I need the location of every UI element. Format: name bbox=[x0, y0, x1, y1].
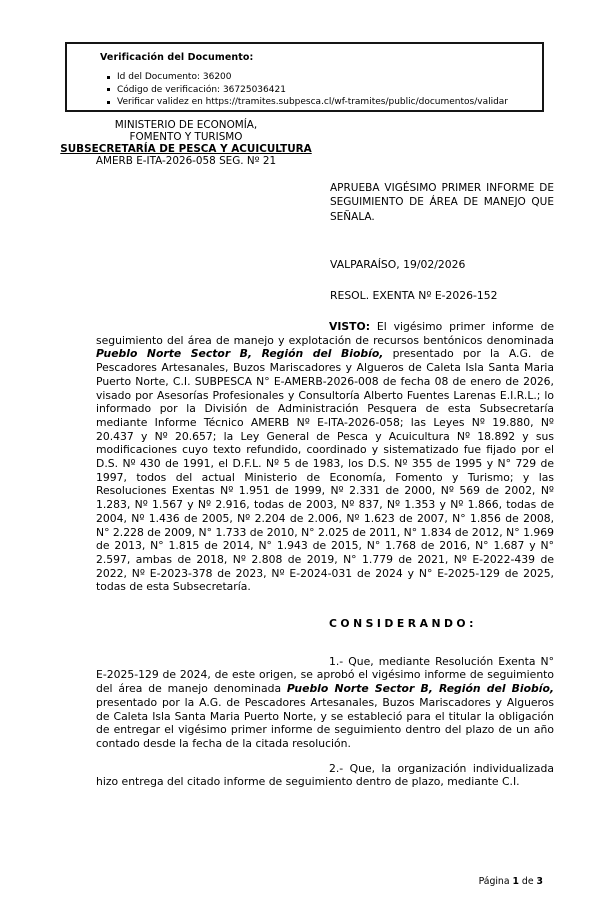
ministry-name-line2: FOMENTO Y TURISMO bbox=[129, 131, 243, 143]
resolution-subject: APRUEBA VIGÉSIMO PRIMER INFORME DE SEGUIMIENTO DE ÁREA DE MANEJO QUE SEÑALA. bbox=[330, 182, 554, 223]
verification-item-text: Id del Documento: 36200 bbox=[117, 72, 232, 82]
verification-title: Verificación del Documento: bbox=[100, 52, 254, 63]
bullet-icon bbox=[107, 88, 110, 91]
file-reference: AMERB E-ITA-2026-058 SEG. Nº 21 bbox=[95, 155, 277, 167]
subsecretariat-name: SUBSECRETARÍA DE PESCA Y ACUICULTURA bbox=[60, 143, 312, 155]
verification-url-text: Verificar validez en https://tramites.subpesca.cl/wf-tramites/public/documentos/validar bbox=[117, 97, 509, 107]
bullet-icon bbox=[107, 101, 110, 104]
document-body bbox=[96, 320, 554, 800]
considerando-paragraph-1: 1.- Que, mediante Resolución Exenta N° E-2025-129 de 2024, de este origen, se aprobó el vigésimo informe de seguimiento del área de manejo denominada Pueblo Norte Sector B, Región del Biobío, presentado por la A.G. de Pescadores Artesanales, Buzos Mariscadores y Algueros de Caleta Isla Santa Maria Puerto Norte, y se estableció para el titular la obligación de entregar el vigésimo primer informe de seguimiento dentro del plazo de un año contado desde la fecha de la citada resolución. bbox=[96, 654, 554, 750]
organization-header bbox=[21, 119, 351, 167]
verification-item-url bbox=[107, 97, 532, 107]
verification-list bbox=[107, 72, 532, 107]
verification-item-code bbox=[107, 85, 532, 95]
bullet-icon bbox=[107, 76, 110, 79]
ministry-name-line1: MINISTERIO DE ECONOMÍA, bbox=[114, 119, 258, 131]
verification-item-document-id bbox=[107, 72, 532, 82]
verification-item-text: Código de verificación: 36725036421 bbox=[117, 84, 286, 95]
place-date: VALPARAÍSO, 19/02/2026 bbox=[330, 258, 466, 271]
considerando-heading: CONSIDERANDO: bbox=[329, 617, 477, 631]
considerando-paragraph-2: 2.- Que, la organización individualizada hizo entrega del citado informe de seguimiento dentro de plazo, mediante C.I. bbox=[96, 761, 554, 789]
page-number: Página 1 de 3 bbox=[478, 876, 543, 887]
verification-box bbox=[65, 42, 544, 112]
visto-paragraph: VISTO: El vigésimo primer informe de seguimiento del área de manejo y explotación de recursos bentónicos denominada Pueblo Norte Sector B, Región del Biobío, presentado por la A.G. de Pescadores Artesanales, Buzos Mariscadores y Algueros de Caleta Isla Santa Maria Puerto Norte, C.I. SUBPESCA N° E-AMERB-2026-008 de fecha 08 de enero de 2026, visado por Asesorías Profesionales y Consultoría Alberto Fuentes Larenas E.I.R.L.; lo informado por la División de Administración Pesquera de esta Subsecretaría mediante Informe Técnico AMERB Nº E-ITA-2026-058; las Leyes Nº 19.880, Nº 20.437 y Nº 20.657; la Ley General de Pesca y Acuicultura Nº 18.892 y sus modificaciones cuyo texto refundido, coordinado y sistematizado fue fijado por el D.S. Nº 430 de 1991, el D.F.L. Nº 5 de 1983, los D.S. Nº 355 de 1995 y N° 729 de 1997, todos del actual Ministerio de Economía, Fomento y Turismo; y las Resoluciones Exentas Nº 1.951 de 1999, Nº 2.331 de 2000, Nº 569 de 2002, Nº 1.283, Nº 1.567 y Nº 2.916, todas de 2003, Nº 837, Nº 1.353 y Nº 1.866, todas de 2004, Nº 1.436 de 2005, Nº 2.204 de 2.006, Nº 1.623 de 2007, N° 1.856 de 2008, N° 2.228 de 2009, N° 1.733 de 2010, N° 2.025 de 2011, N° 1.834 de 2012, N° 1.969 de 2013, N° 1.815 de 2014, N° 1.943 de 2015, N° 1.768 de 2016, N° 1.687 y N° 2.597, ambas de 2018, Nº 2.808 de 2019, N° 1.779 de 2021, Nº E-2022-439 de 2022, Nº E-2023-378 de 2023, Nº E-2024-031 de 2024 y N° E-2025-129 de 2025, todas de esta Subsecretaría. bbox=[96, 320, 554, 594]
resolution-number: RESOL. EXENTA Nº E-2026-152 bbox=[330, 289, 498, 302]
